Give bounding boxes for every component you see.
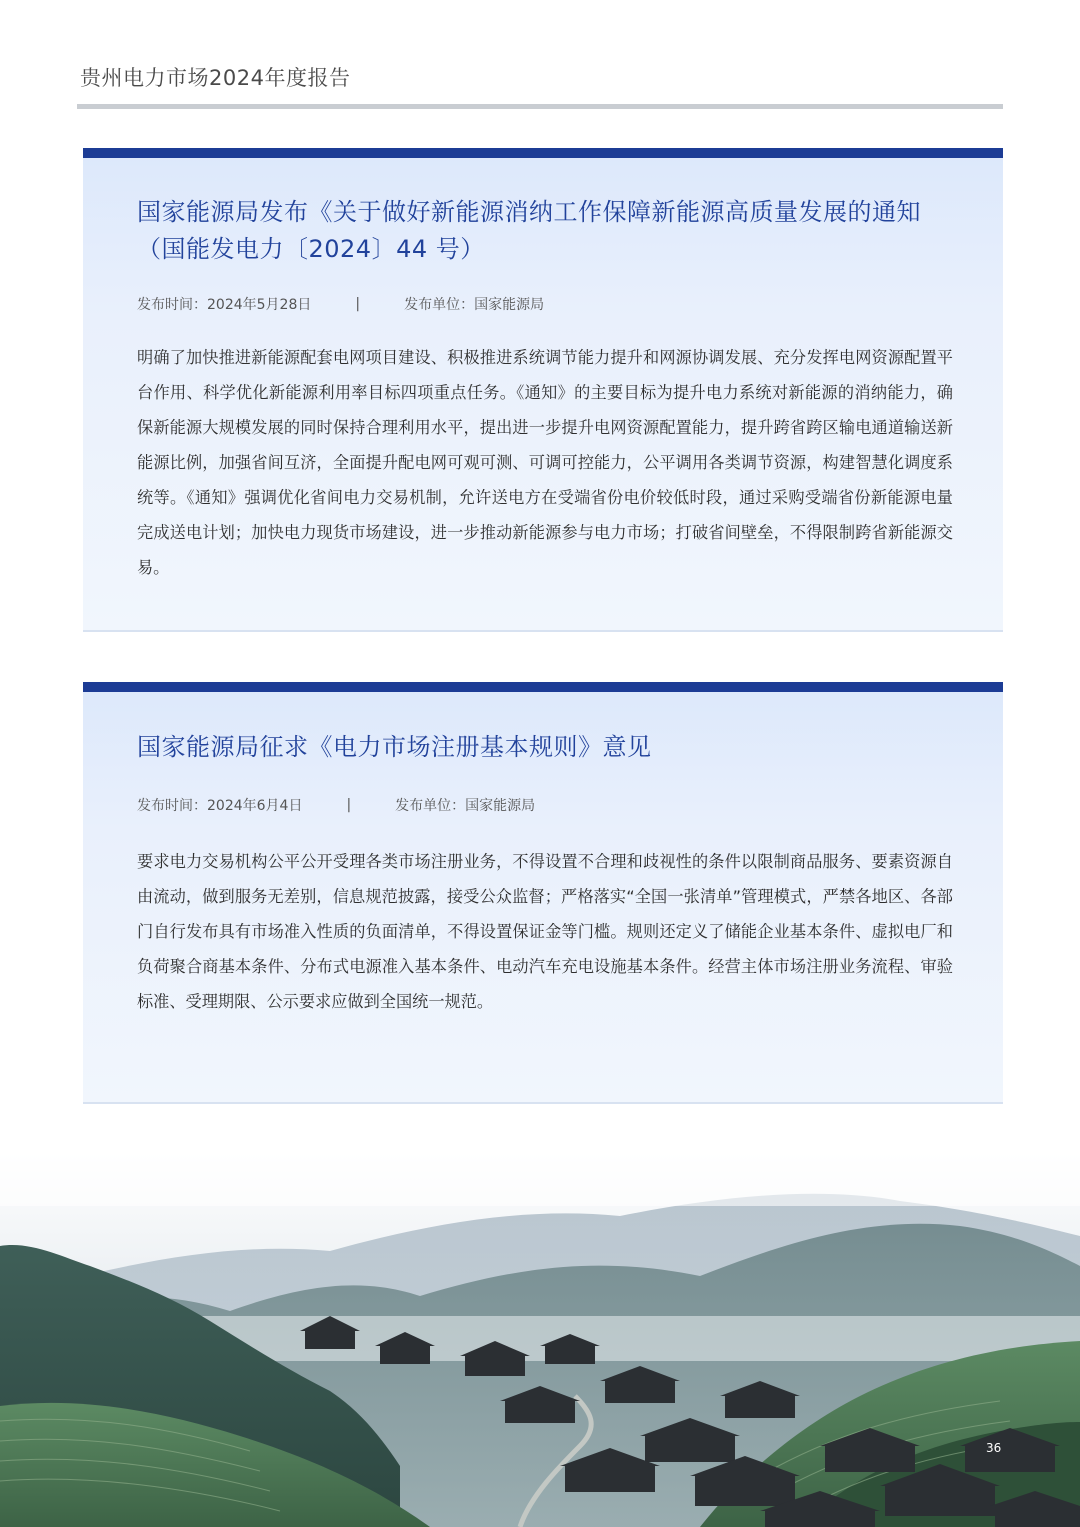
publisher: 发布单位：国家能源局 <box>395 798 536 814</box>
meta-separator: | <box>355 296 361 312</box>
article-meta <box>137 795 535 815</box>
publish-date: 发布时间：2024年5月28日 <box>137 297 312 313</box>
meta-separator: | <box>346 797 352 813</box>
article-card <box>83 148 1003 632</box>
article-title: 国家能源局发布《关于做好新能源消纳工作保障新能源高质量发展的通知（国能发电力〔2024〕44 号） <box>137 198 921 263</box>
card-accent-bar <box>83 682 1003 692</box>
article-meta <box>137 294 544 314</box>
village-landscape-illustration <box>0 1146 1080 1527</box>
page-number: 36 <box>986 1441 1002 1455</box>
article-card <box>83 682 1003 1104</box>
header-divider <box>77 104 1003 109</box>
article-body: 要求电力交易机构公平公开受理各类市场注册业务，不得设置不合理和歧视性的条件以限制商品服务、要素资源自由流动，做到服务无差别，信息规范披露，接受公众监督；严格落实“全国一张清单”管理模式，严禁各地区、各部门自行发布具有市场准入性质的负面清单，不得设置保证金等门槛。规则还定义了储能企业基本条件、虚拟电厂和负荷聚合商基本条件、分布式电源准入基本条件、电动汽车充电设施基本条件。经营主体市场注册业务流程、审验标准、受理期限、公示要求应做到全国统一规范。 <box>137 852 953 1011</box>
publisher: 发布单位：国家能源局 <box>404 297 545 313</box>
publish-date: 发布时间：2024年6月4日 <box>137 798 303 814</box>
report-title: 贵州电力市场2024年度报告 <box>80 66 351 90</box>
article-body: 明确了加快推进新能源配套电网项目建设、积极推进系统调节能力提升和网源协调发展、充分发挥电网资源配置平台作用、科学优化新能源利用率目标四项重点任务。《通知》的主要目标为提升电力系统对新能源的消纳能力，确保新能源大规模发展的同时保持合理利用水平，提出进一步提升电网资源配置能力，提升跨省跨区输电通道输送新能源比例，加强省间互济，全面提升配电网可观可测、可调可控能力，公平调用各类调节资源，构建智慧化调度系统等。《通知》强调优化省间电力交易机制，允许送电方在受端省份电价较低时段，通过采购受端省份新能源电量完成送电计划；加快电力现货市场建设，进一步推动新能源参与电力市场；打破省间壁垒，不得限制跨省新能源交易。 <box>137 348 953 577</box>
card-accent-bar <box>83 148 1003 158</box>
article-title: 国家能源局征求《电力市场注册基本规则》意见 <box>137 733 652 761</box>
